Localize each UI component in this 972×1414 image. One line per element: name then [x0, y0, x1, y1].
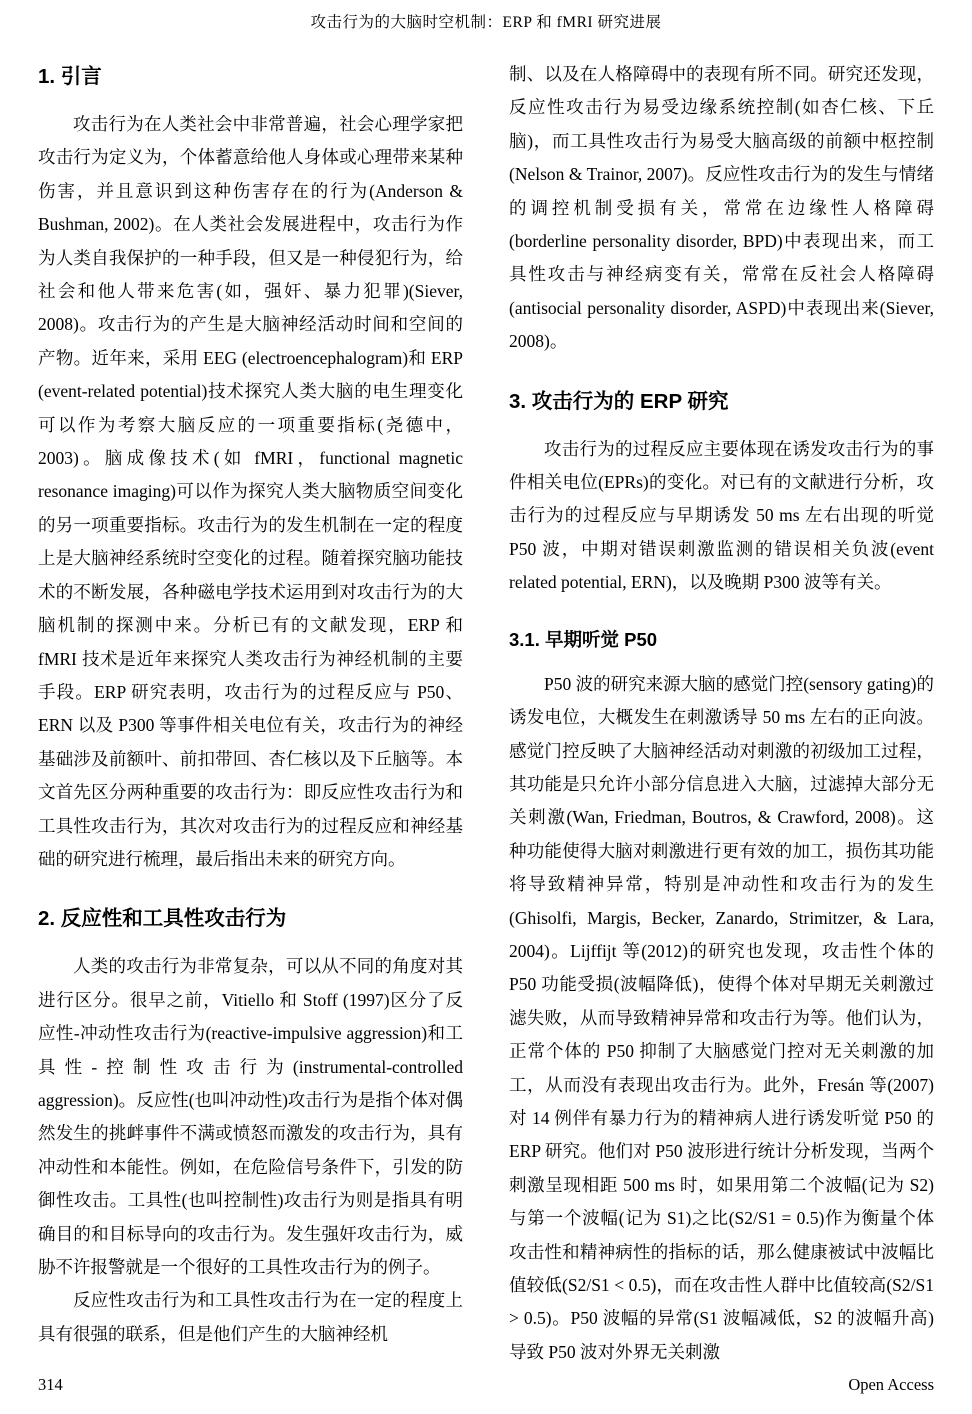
- left-column: [38, 58, 463, 1369]
- two-column-body: [38, 58, 934, 1369]
- open-access-label: Open Access: [848, 1375, 934, 1394]
- section-3-1-heading: 3.1. 早期听觉 P50: [509, 628, 658, 650]
- section-3-paragraph: 攻击行为的过程反应主要体现在诱发攻击行为的事件相关电位(EPRs)的变化。对已有的文献进行分析，攻击行为的过程反应与早期诱发 50 ms 左右出现的听觉 P50 波，中期对错误刺激监测的错误相关负波(event related potential, ERN)，以及晚期 P300 波等有关。: [509, 438, 934, 593]
- page-number: 314: [38, 1375, 63, 1394]
- section-3-heading: 3. 攻击行为的 ERP 研究: [509, 389, 729, 413]
- page-footer: [38, 1374, 934, 1396]
- section-1-paragraph: 攻击行为在人类社会中非常普遍，社会心理学家把攻击行为定义为，个体蓄意给他人身体或心理带来某种伤害，并且意识到这种伤害存在的行为(Anderson & Bushman, 2002)。在人类社会发展进程中，攻击行为作为人类自我保护的一种手段，但又是一种侵犯行为，给社会和他人带来危害(如，强奸、暴力犯罪)(Siever, 2008)。攻击行为的产生是大脑神经活动时间和空间的产物。近年来，采用 EEG (electroencephalogram)和 ERP (event-related potential)技术探究人类大脑的电生理变化可以作为考察大脑反应的一项重要指标(尧德中，2003)。脑成像技术(如 fMRI，functional magnetic resonance imaging)可以作为探究人类大脑物质空间变化的另一项重要指标。攻击行为的发生机制在一定的程度上是大脑神经系统时空变化的过程。随着探究脑功能技术的不断发展，各种磁电学技术运用到对攻击行为的大脑机制的探测中来。分析已有的文献发现，ERP 和 fMRI 技术是近年来探究人类攻击行为神经机制的主要手段。ERP 研究表明，攻击行为的过程反应与 P50、ERN 以及 P300 等事件相关电位有关，攻击行为的神经基础涉及前额叶、前扣带回、杏仁核以及下丘脑等。本文首先区分两种重要的攻击行为：即反应性攻击行为和工具性攻击行为，其次对攻击行为的过程反应和神经基础的研究进行梳理，最后指出未来的研究方向。: [38, 114, 463, 869]
- section-2-paragraph-2: 反应性攻击行为和工具性攻击行为在一定的程度上具有很强的联系，但是他们产生的大脑神经机: [38, 1290, 463, 1344]
- right-column: [509, 58, 934, 1369]
- section-2-paragraph-continuation: 制、以及在人格障碍中的表现有所不同。研究还发现，反应性攻击行为易受边缘系统控制(如杏仁核、下丘脑)，而工具性攻击行为易受大脑高级的前额中枢控制(Nelson & Trainor, 2007)。反应性攻击行为的发生与情绪的调控机制受损有关，常常在边缘性人格障碍(borderline personality disorder, BPD)中表现出来，而工具性攻击与神经病变有关，常常在反社会人格障碍(antisocial personality disorder, ASPD)中表现出来(Siever, 2008)。: [509, 64, 934, 352]
- section-1-heading: 1. 引言: [38, 65, 102, 88]
- section-3-1-paragraph: P50 波的研究来源大脑的感觉门控(sensory gating)的诱发电位，大概发生在刺激诱导 50 ms 左右的正向波。感觉门控反映了大脑神经活动对刺激的初级加工过程，其功能是只允许小部分信息进入大脑，过滤掉大部分无关刺激(Wan, Friedman, Boutros, & Crawford, 2008)。这种功能使得大脑对刺激进行更有效的加工，损伤其功能将导致精神异常，特别是冲动性和攻击行为的发生(Ghisolfi, Margis, Becker, Zanardo, Strimitzer, & Lara, 2004)。Lijffijt 等(2012)的研究也发现，攻击性个体的 P50 功能受损(波幅降低)，使得个体对早期无关刺激过滤失败，从而导致精神异常和攻击行为等。他们认为，正常个体的 P50 抑制了大脑感觉门控对无关刺激的加工，从而没有表现出攻击行为。此外，Fresán 等(2007)对 14 例伴有暴力行为的精神病人进行诱发听觉 P50 的 ERP 研究。他们对 P50 波形进行统计分析发现，当两个刺激呈现相距 500 ms 时，如果用第二个波幅(记为 S2)与第一个波幅(记为 S1)之比(S2/S1 = 0.5)作为衡量个体攻击性和精神病性的指标的话，那么健康被试中波幅比值较低(S2/S1 < 0.5)，而在攻击性人群中比值较高(S2/S1 > 0.5)。P50 波幅的异常(S1 波幅减低，S2 的波幅升高)导致 P50 波对外界无关刺激: [509, 673, 934, 1362]
- section-2-heading: 2. 反应性和工具性攻击行为: [38, 907, 287, 931]
- running-header-title: 攻击行为的大脑时空机制：ERP 和 fMRI 研究进展: [310, 14, 662, 31]
- section-2-paragraph-1: 人类的攻击行为非常复杂，可以从不同的角度对其进行区分。很早之前，Vitiello 和 Stoff (1997)区分了反应性-冲动性攻击行为(reactive-impulsive aggression)和工具性-控制性攻击行为(instrumental-controlled aggression)。反应性(也叫冲动性)攻击行为是指个体对偶然发生的挑衅事件不满或愤怒而激发的攻击行为，具有冲动性和本能性。例如，在危险信号条件下，引发的防御性攻击。工具性(也叫控制性)攻击行为则是指具有明确目的和目标导向的攻击行为。发生强奸攻击行为，威胁不许报警就是一个很好的工具性攻击行为的例子。: [38, 956, 463, 1277]
